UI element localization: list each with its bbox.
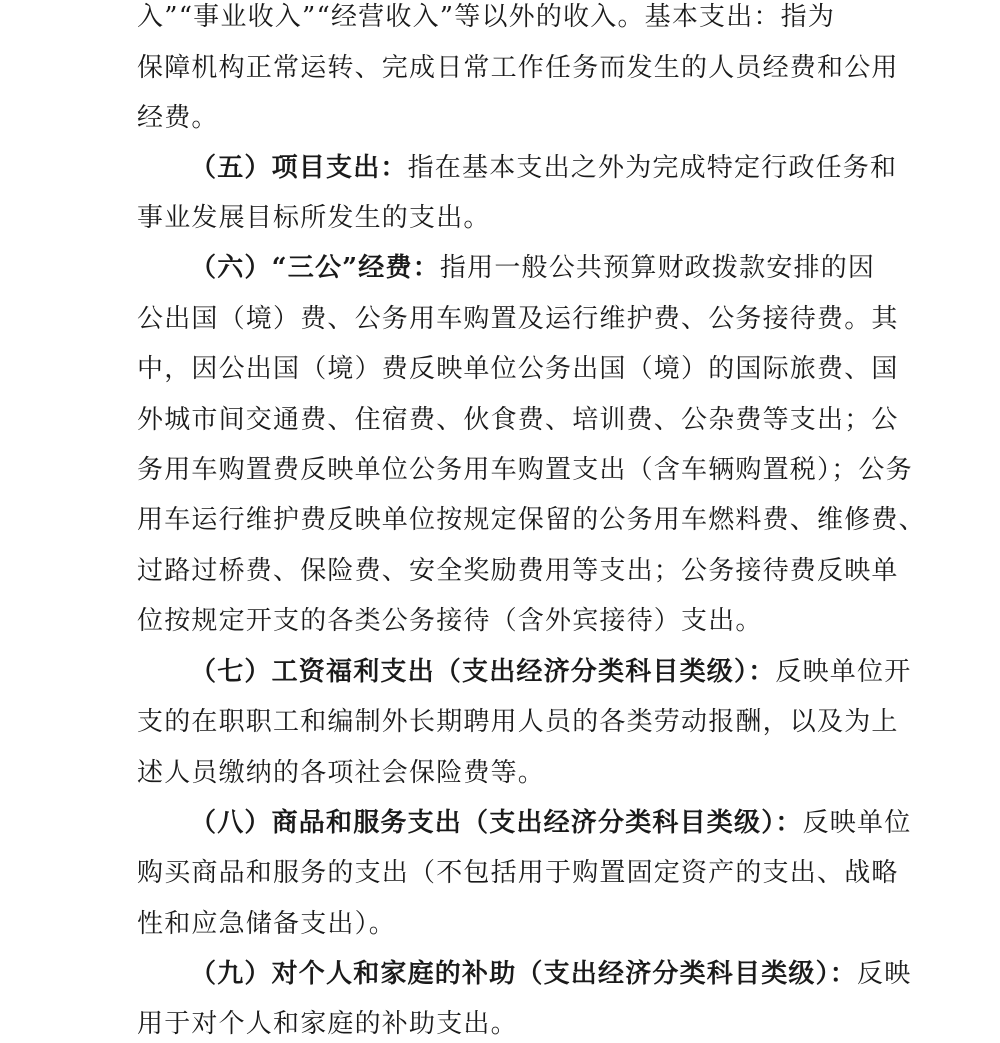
line-text: 中，因公出国（境）费反映单位公务出国（境）的国际旅费、国 [137, 354, 899, 384]
line-text: 务用车购置费反映单位公务用车购置支出（含车辆购置税）；公务 [137, 455, 913, 485]
line-text: 反映单位 [802, 808, 912, 838]
text-line [137, 403, 897, 437]
text-line [137, 1007, 897, 1041]
section-heading: （七）工资福利支出（支出经济分类科目类级）： [190, 657, 776, 687]
text-line [137, 201, 897, 235]
paragraph-heading-line [190, 151, 897, 185]
line-text: 用车运行维护费反映单位按规定保留的公务用车燃料费、维修费、 [137, 505, 926, 535]
text-line [137, 907, 897, 941]
paragraph-heading-line [190, 251, 897, 285]
text-line [137, 503, 926, 537]
text-line [137, 51, 897, 85]
line-text: 公出国（境）费、公务用车购置及运行维护费、公务接待费。其 [137, 304, 899, 334]
text-line [137, 705, 897, 739]
text-line [137, 604, 897, 638]
text-line [137, 756, 897, 790]
section-heading: （九）对个人和家庭的补助（支出经济分类科目类级）： [190, 959, 858, 989]
line-text: 事业发展目标所发生的支出。 [137, 203, 491, 233]
line-text: 位按规定开支的各类公务接待（含外宾接待）支出。 [137, 606, 763, 636]
text-line [137, 302, 897, 336]
section-heading: （五）项目支出： [190, 153, 408, 183]
line-text: 入”“事业收入”“经营收入”等以外的收入。基本支出：指为 [137, 2, 836, 32]
line-text: 反映 [857, 959, 912, 989]
text-line [137, 453, 913, 487]
line-text: 用于对个人和家庭的补助支出。 [137, 1009, 518, 1039]
paragraph-heading-line [190, 655, 912, 689]
line-text: 经费。 [137, 103, 219, 133]
section-heading: （八）商品和服务支出（支出经济分类科目类级）： [190, 808, 803, 838]
paragraph-heading-line [190, 806, 912, 840]
line-text: 购买商品和服务的支出（不包括用于购置固定资产的支出、战略 [137, 858, 899, 888]
line-text: 过路过桥费、保险费、安全奖励费用等支出；公务接待费反映单 [137, 556, 899, 586]
text-line [137, 101, 897, 135]
line-text: 指在基本支出之外为完成特定行政任务和 [407, 153, 898, 183]
text-line [137, 554, 897, 588]
line-text: 反映单位开 [775, 657, 912, 687]
line-text: 指用一般公共预算财政拨款安排的因 [439, 253, 876, 283]
paragraph-heading-line [190, 957, 912, 991]
section-heading: （六）“三公”经费： [190, 253, 440, 283]
line-text: 支的在职职工和编制外长期聘用人员的各类劳动报酬，以及为上 [137, 707, 899, 737]
line-text: 外城市间交通费、住宿费、伙食费、培训费、公杂费等支出；公 [137, 405, 899, 435]
line-text: 保障机构正常运转、完成日常工作任务而发生的人员经费和公用 [137, 53, 899, 83]
text-line [137, 856, 897, 890]
line-text: 述人员缴纳的各项社会保险费等。 [137, 758, 546, 788]
line-text: 性和应急储备支出）。 [137, 909, 397, 939]
text-line [137, 352, 897, 386]
text-line [137, 0, 897, 34]
